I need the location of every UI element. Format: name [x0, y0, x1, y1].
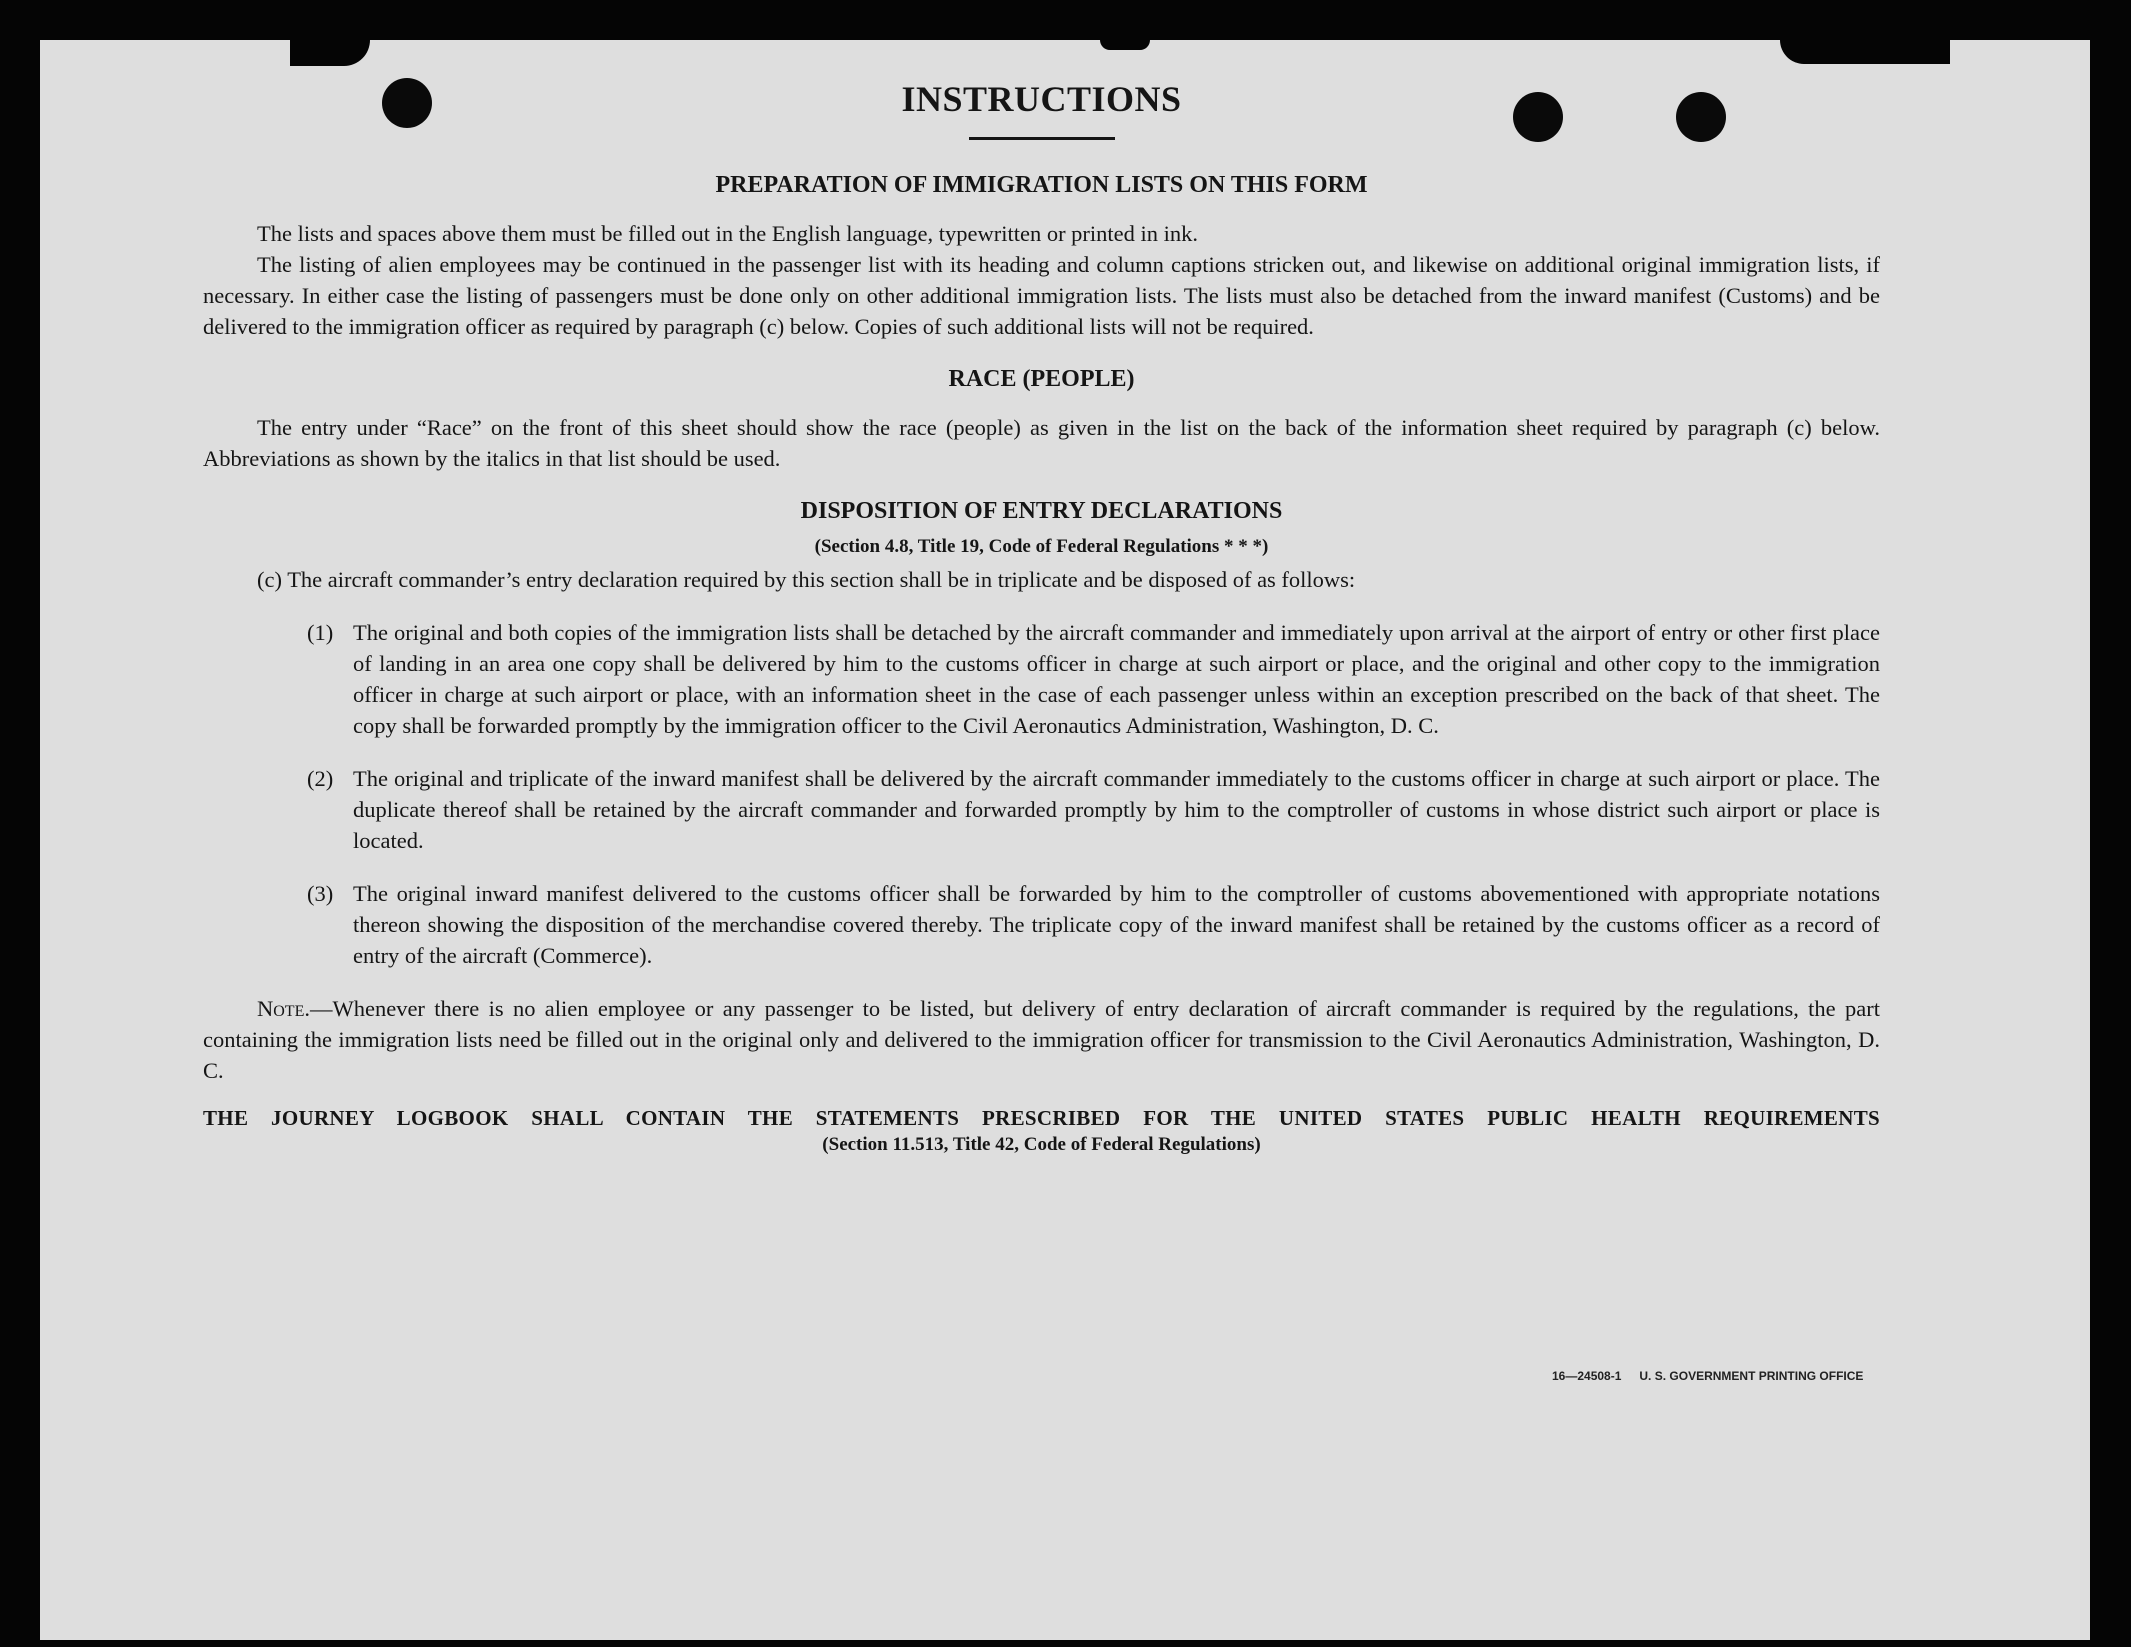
- disposition-item-2: [307, 763, 1880, 856]
- printer-imprint: [1552, 1369, 1863, 1383]
- race-heading: RACE (PEOPLE): [948, 366, 1135, 392]
- item-number: (2): [307, 766, 334, 791]
- journey-citation: (Section 11.513, Title 42, Code of Federal Regulations): [822, 1134, 1261, 1155]
- paper-tear-top-right: [1780, 40, 1950, 64]
- item-text: The original and triplicate of the inward manifest shall be delivered by the aircraft commander immediately to the customs officer in charge at such airport or place. The duplicate thereof shall be retained by the aircraft commander and forwarded promptly by him to the comptroller of customs in whose district such airport or place is located.: [353, 766, 1880, 853]
- paper-tear-top-middle: [1100, 40, 1150, 50]
- note-paragraph: [203, 993, 1880, 1086]
- title-underline: [969, 137, 1115, 140]
- preparation-paragraph-2: The listing of alien employees may be continued in the passenger list with its heading and column captions stricken out, and likewise on additional original immigration lists, if necessary. In either case the listing of passengers must be done only on other additional immigration lists. The lists must also be detached from the inward manifest (Customs) and be delivered to the immigration officer as required by paragraph (c) below. Copies of such additional lists will not be required.: [203, 252, 1880, 339]
- preparation-heading: PREPARATION OF IMMIGRATION LISTS ON THIS FORM: [715, 172, 1368, 198]
- item-number: (3): [307, 881, 334, 906]
- form-number: 16—24508-1: [1552, 1369, 1622, 1383]
- note-label: Note.: [257, 996, 310, 1021]
- note-text: —Whenever there is no alien employee or any passenger to be listed, but delivery of entry declaration of aircraft commander is required by the regulations, the part containing the immigration lists need be filled out in the original only and delivered to the immigration officer for transmission to the Civil Aeronautics Administration, Washington, D. C.: [203, 996, 1880, 1083]
- item-text: The original and both copies of the immigration lists shall be detached by the aircraft commander and immediately upon arrival at the airport of entry or other first place of landing in an area one copy shall be delivered by him to the customs officer in charge at such airport or place, and the original and other copy to the immigration officer in charge at such airport or place, with an information sheet in the case of each passenger unless within an exception prescribed on the back of that sheet. The copy shall be forwarded promptly by the immigration officer to the Civil Aeronautics Administration, Washington, D. C.: [353, 620, 1880, 738]
- disposition-item-3: [307, 878, 1880, 971]
- disposition-heading: DISPOSITION OF ENTRY DECLARATIONS: [800, 498, 1283, 524]
- printing-office: U. S. GOVERNMENT PRINTING OFFICE: [1639, 1369, 1864, 1383]
- preparation-paragraph-1: The lists and spaces above them must be filled out in the English language, typewritten or printed in ink.: [257, 221, 1199, 246]
- journey-logbook-statement: THE JOURNEY LOGBOOK SHALL CONTAIN THE STATEMENTS PRESCRIBED FOR THE UNITED STATES PUBLIC HEALTH REQUIREMENTS: [203, 1106, 1880, 1130]
- disposition-item-1: [307, 617, 1880, 741]
- disposition-citation: (Section 4.8, Title 19, Code of Federal Regulations * * *): [814, 536, 1269, 557]
- paper-tear-top-left: [290, 40, 370, 66]
- race-paragraph: The entry under “Race” on the front of this sheet should show the race (people) as given in the list on the back of the information sheet required by paragraph (c) below. Abbreviations as shown by the italics in that list should be used.: [203, 415, 1880, 471]
- item-number: (1): [307, 620, 334, 645]
- page-title: INSTRUCTIONS: [901, 79, 1182, 119]
- item-text: The original inward manifest delivered to the customs officer shall be forwarded by him to the comptroller of customs abovementioned with appropriate notations thereon showing the disposition of the merchandise covered thereby. The triplicate copy of the inward manifest shall be retained by the customs officer as a record of entry of the aircraft (Commerce).: [353, 881, 1880, 968]
- instructions-content: [203, 77, 1880, 1162]
- disposition-intro: (c) The aircraft commander’s entry declaration required by this section shall be in triplicate and be disposed of as follows:: [257, 567, 1356, 592]
